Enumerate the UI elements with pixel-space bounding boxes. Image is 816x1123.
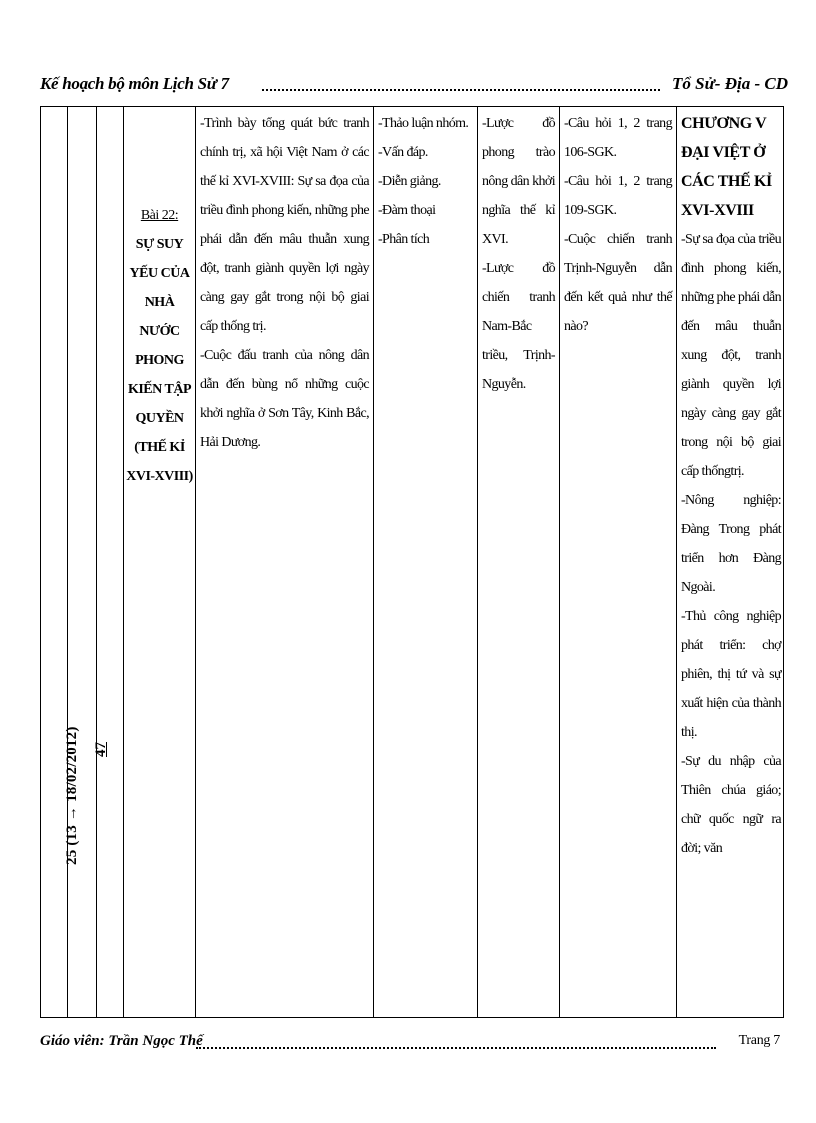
material-item: -Lược đồ chiến tranh Nam-Bắc triều, Trịnh-Nguyễn. — [482, 261, 555, 392]
objective-item: -Cuộc đấu tranh của nông dân dẫn đến bùng nổ những cuộc khởi nghĩa ở Sơn Tây, Kinh Bắc, Hải Dương. — [200, 348, 369, 450]
method-item: -Đàm thoại — [378, 203, 436, 218]
content-item: -Sự du nhập của Thiên chúa giáo; chữ quốc ngữ ra đời; văn — [681, 754, 781, 856]
question-item: -Cuộc chiến tranh Trịnh-Nguyễn dẫn đến kết quả như thế nào? — [564, 232, 672, 334]
method-item: -Diễn giảng. — [378, 174, 441, 189]
week-label: 25 (13 → 18/02/2012) — [64, 726, 80, 865]
method-item: -Phân tích — [378, 232, 430, 247]
chapter-title: CHƯƠNG V ĐẠI VIỆT Ở CÁC THẾ KỈ XVI-XVIII — [681, 115, 772, 219]
page-header — [40, 74, 788, 98]
header-title: Kế hoạch bộ môn Lịch Sử 7 — [40, 74, 229, 93]
methods-cell — [378, 109, 473, 254]
header-department: Tổ Sử- Địa - CD — [672, 74, 788, 93]
method-item: -Thảo luận nhóm. — [378, 116, 469, 131]
question-item: -Câu hỏi 1, 2 trang 106-SGK. — [564, 116, 672, 160]
objectives-cell — [200, 109, 369, 457]
footer-page-number: Trang 7 — [738, 1033, 780, 1048]
col-content — [677, 107, 785, 1017]
questions-cell — [564, 109, 672, 341]
content-cell — [681, 109, 781, 863]
col-objectives — [196, 107, 374, 1017]
col-period — [93, 107, 124, 1017]
footer-teacher: Giáo viên: Trần Ngọc Thế — [40, 1033, 203, 1049]
col-questions — [560, 107, 677, 1017]
material-item: -Lược đồ phong trào nông dân khởi nghĩa thế kỉ XVI. — [482, 116, 555, 247]
method-item: -Vấn đáp. — [378, 145, 428, 160]
footer-dotted-leader — [196, 1047, 716, 1049]
col-week — [64, 107, 97, 1017]
objective-item: -Trình bày tổng quát bức tranh chính trị, xã hội Việt Nam ở các thế kỉ XVI-XVIII: Sự sa đọa của triều đình phong kiến, những phe phái dẫn đến mâu thuẫn xung đột, tranh giành quyền lợi ngày càng gay gắt trong nội bộ giai cấp thống trị. — [200, 116, 369, 334]
lesson-title: SỰ SUY YẾU CỦA NHÀ NƯỚC PHONG KIẾN TẬP QUYỀN (THẾ KỈ XVI-XVIII) — [126, 237, 193, 484]
header-dotted-leader — [262, 89, 660, 91]
period-number: 47 — [93, 742, 109, 757]
lesson-number: Bài 22: — [140, 208, 179, 223]
materials-cell — [482, 109, 555, 399]
page-footer — [40, 1033, 780, 1055]
lesson-cell — [126, 201, 193, 491]
col-methods — [374, 107, 478, 1017]
col-blank — [41, 107, 68, 1017]
lesson-plan-table — [40, 106, 784, 1018]
question-item: -Câu hỏi 1, 2 trang 109-SGK. — [564, 174, 672, 218]
col-lesson — [124, 107, 196, 1017]
content-item: -Thủ công nghiệp phát triển: chợ phiên, thị tứ và sự xuất hiện của thành thị. — [681, 609, 781, 740]
col-materials — [478, 107, 560, 1017]
content-item: -Nông nghiệp: Đàng Trong phát triển hơn Đàng Ngoài. — [681, 493, 781, 595]
content-item: -Sự sa đọa của triều đình phong kiến, những phe phái dẫn đến mâu thuẫn xung đột, tranh giành quyền lợi ngày càng gay gắt trong nội bộ giai cấp thốngtrị. — [681, 232, 781, 479]
